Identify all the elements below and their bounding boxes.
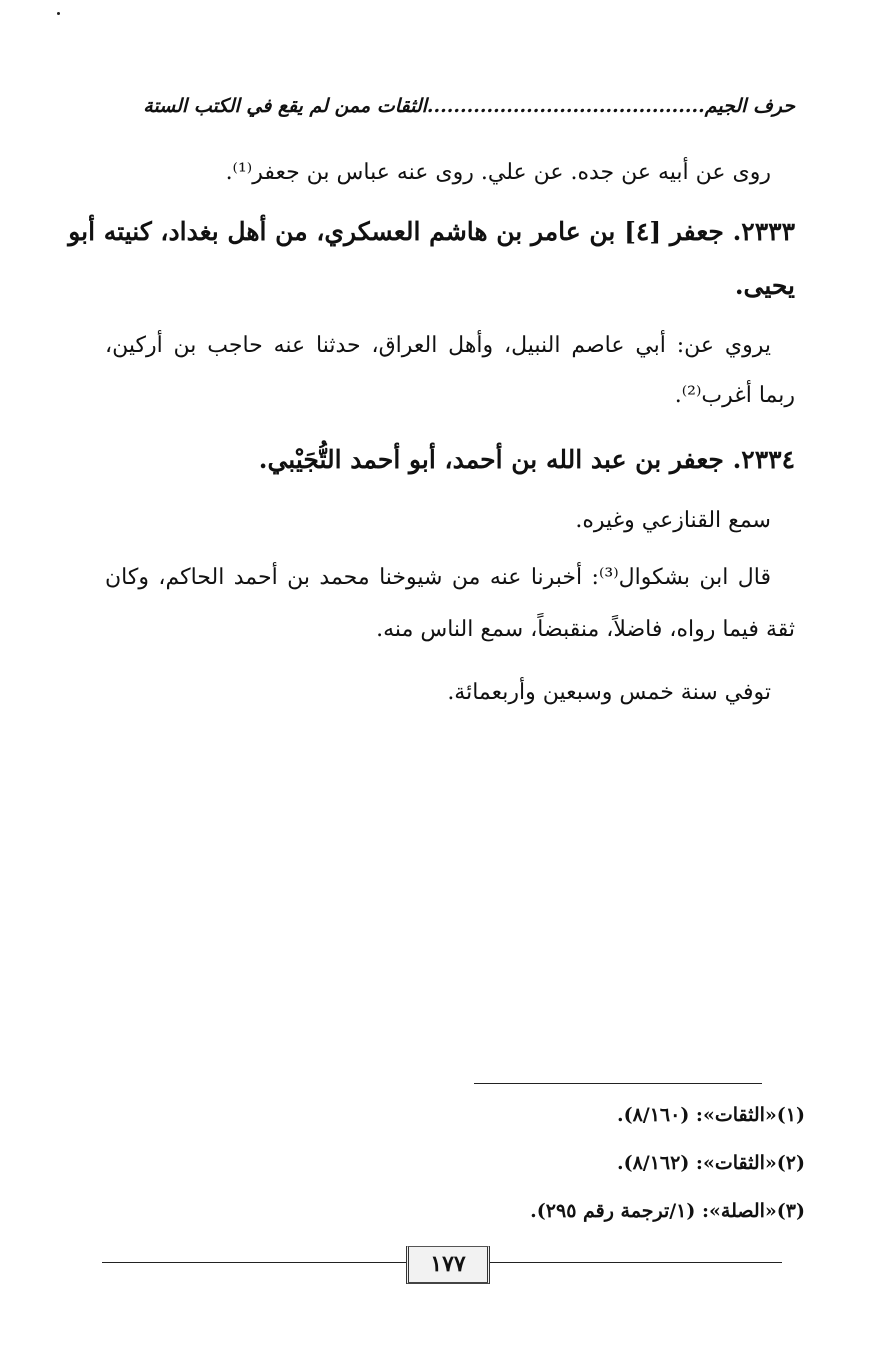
page-number: ١٧٧ <box>430 1251 466 1277</box>
entry-2333-body-line2: ربما أغرب⁽²⁾. <box>674 383 795 408</box>
entry-2334-number: ٢٣٣٤. <box>732 445 795 474</box>
entry-2334-body-line3: ثقة فيما رواه، فاضلاً، منقبضاً، سمع الناس منه. <box>376 617 795 642</box>
header-dots: .......................................... <box>426 95 705 117</box>
entry-2334-body-line4: توفي سنة خمس وسبعين وأربعمائة. <box>447 680 771 705</box>
footnote-separator <box>474 1083 762 1084</box>
entry-2334-title-line1: جعفر بن عبد الله بن أحمد، أبو أحمد التُّجَيْبي. <box>258 445 724 474</box>
footnote-2: (٢)«الثقات»: (٨/١٦٢). <box>616 1152 805 1174</box>
footnote-1: (١)«الثقات»: (٨/١٦٠). <box>616 1104 805 1126</box>
entry-2334-body-line2: قال ابن بشكوال⁽³⁾: أخبرنا عنه من شيوخنا محمد بن أحمد الحاكم، وكان <box>105 565 771 590</box>
header-chapter: حرف الجيم <box>704 95 795 117</box>
scan-speck <box>57 12 60 15</box>
entry-2334-title <box>259 440 795 480</box>
page-number-box <box>406 1246 490 1284</box>
continuation-text: روى عن أبيه عن جده. عن علي. روى عنه عباس بن جعفر⁽¹⁾. <box>225 160 771 185</box>
entry-2333-body-line1: يروي عن: أبي عاصم النبيل، وأهل العراق، حدثنا عنه حاجب بن أركين، <box>105 333 771 358</box>
entry-2333-title-line2: يحيى. <box>734 271 795 300</box>
footnote-3: (٣)«الصلة»: (١/ترجمة رقم ٢٩٥). <box>530 1200 805 1222</box>
entry-2333-number: ٢٣٣٣. <box>732 217 795 246</box>
running-header <box>135 92 795 120</box>
entry-2333-title-line1: جعفر [٤] بن عامر بن هاشم العسكري، من أهل بغداد، كنيته أبو <box>68 217 724 246</box>
header-book-title: الثقات ممن لم يقع في الكتب الستة <box>143 95 427 117</box>
entry-2333-title <box>68 212 795 252</box>
bottom-rule-right <box>490 1262 782 1263</box>
bottom-rule-left <box>102 1262 408 1263</box>
entry-2334-body-line1: سمع القنازعي وغيره. <box>575 508 771 533</box>
